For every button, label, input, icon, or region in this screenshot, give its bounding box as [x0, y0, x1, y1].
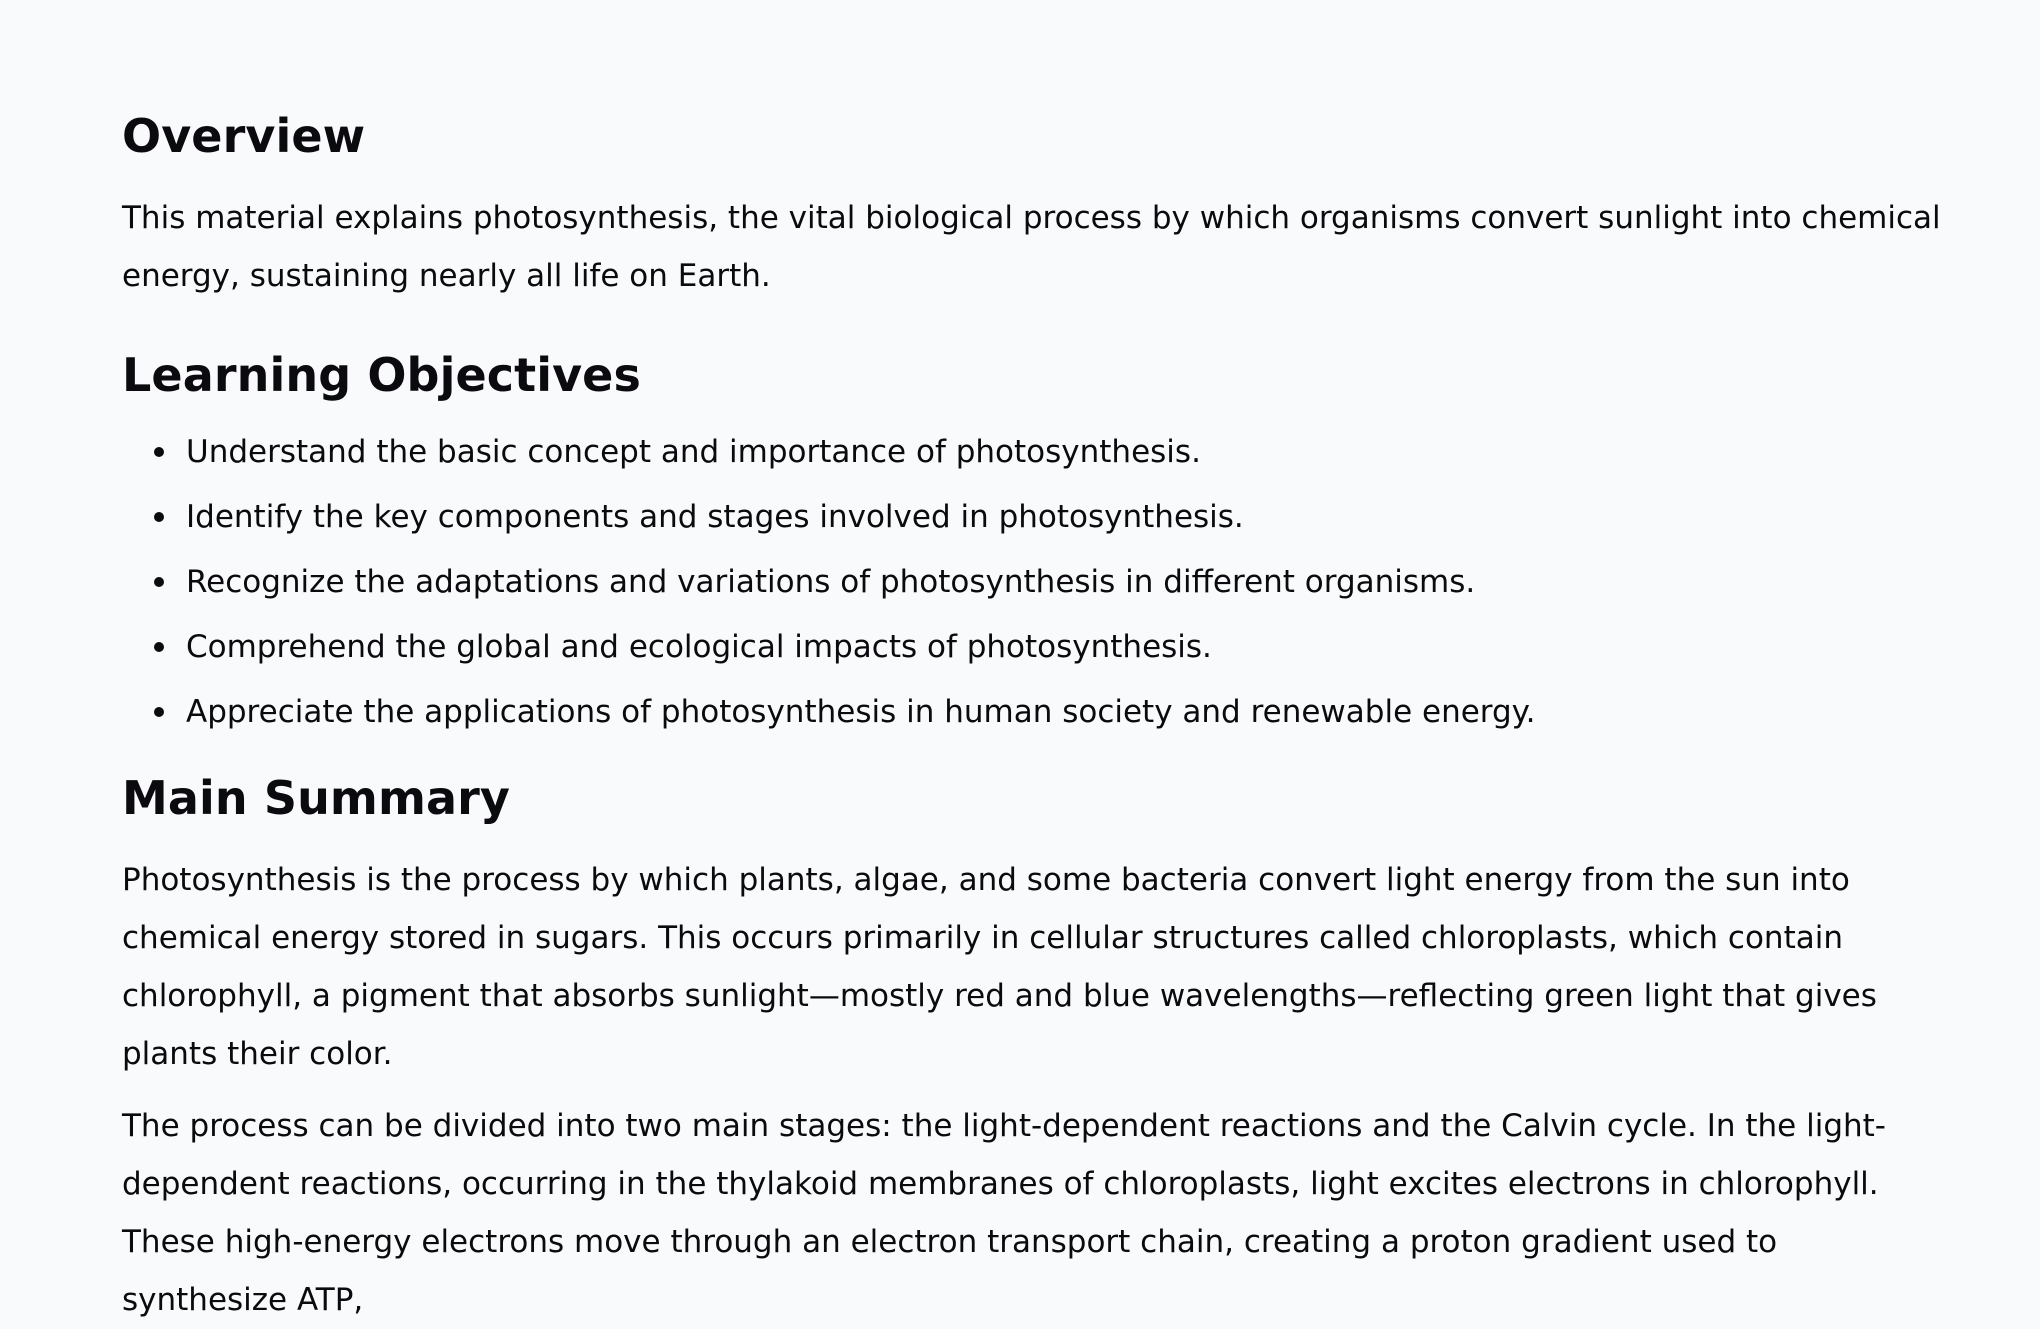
bullet-icon	[154, 577, 164, 587]
list-item-text: Understand the basic concept and importance of photosynthesis.	[186, 433, 1201, 470]
list-item-text: Comprehend the global and ecological impacts of photosynthesis.	[186, 628, 1212, 665]
summary-paragraph: Photosynthesis is the process by which plants, algae, and some bacteria convert light energy from the sun into chemical energy stored in sugars. This occurs primarily in cellular structures called chloroplasts, which contain chlorophyll, a pigment that absorbs sunlight—mostly red and blue wavelengths—reflecting green light that gives plants their color.	[122, 861, 1877, 1072]
list-item	[186, 692, 1952, 732]
overview-heading: Overview	[122, 109, 366, 163]
list-item	[186, 497, 1952, 537]
learning-objectives-heading: Learning Objectives	[122, 347, 641, 402]
list-item	[186, 432, 1952, 472]
bullet-icon	[154, 642, 164, 652]
main-summary-section	[122, 772, 1952, 1329]
list-item	[186, 627, 1952, 667]
summary-paragraph: The process can be divided into two main stages: the light-dependent reactions and the Calvin cycle. In the light-dependent reactions, occurring in the thylakoid membranes of chloroplasts, light excites electrons in chlorophyll. These high-energy electrons move through an electron transport chain, creating a proton gradient used to synthesize ATP,	[122, 1107, 1886, 1318]
main-summary-heading: Main Summary	[122, 770, 510, 825]
bullet-icon	[154, 512, 164, 522]
list-item-text: Appreciate the applications of photosynthesis in human society and renewable energy.	[186, 693, 1536, 730]
overview-section	[122, 110, 1952, 305]
bullet-icon	[154, 707, 164, 717]
document-content	[122, 110, 1952, 1329]
list-item-text: Recognize the adaptations and variations of photosynthesis in different organisms.	[186, 563, 1476, 600]
list-item-text: Identify the key components and stages involved in photosynthesis.	[186, 498, 1244, 535]
objectives-list	[122, 432, 1952, 732]
list-item	[186, 562, 1952, 602]
bullet-icon	[154, 447, 164, 457]
overview-text: This material explains photosynthesis, the vital biological process by which organisms convert sunlight into chemical energy, sustaining nearly all life on Earth.	[122, 199, 1941, 294]
learning-objectives-section	[122, 349, 1952, 732]
